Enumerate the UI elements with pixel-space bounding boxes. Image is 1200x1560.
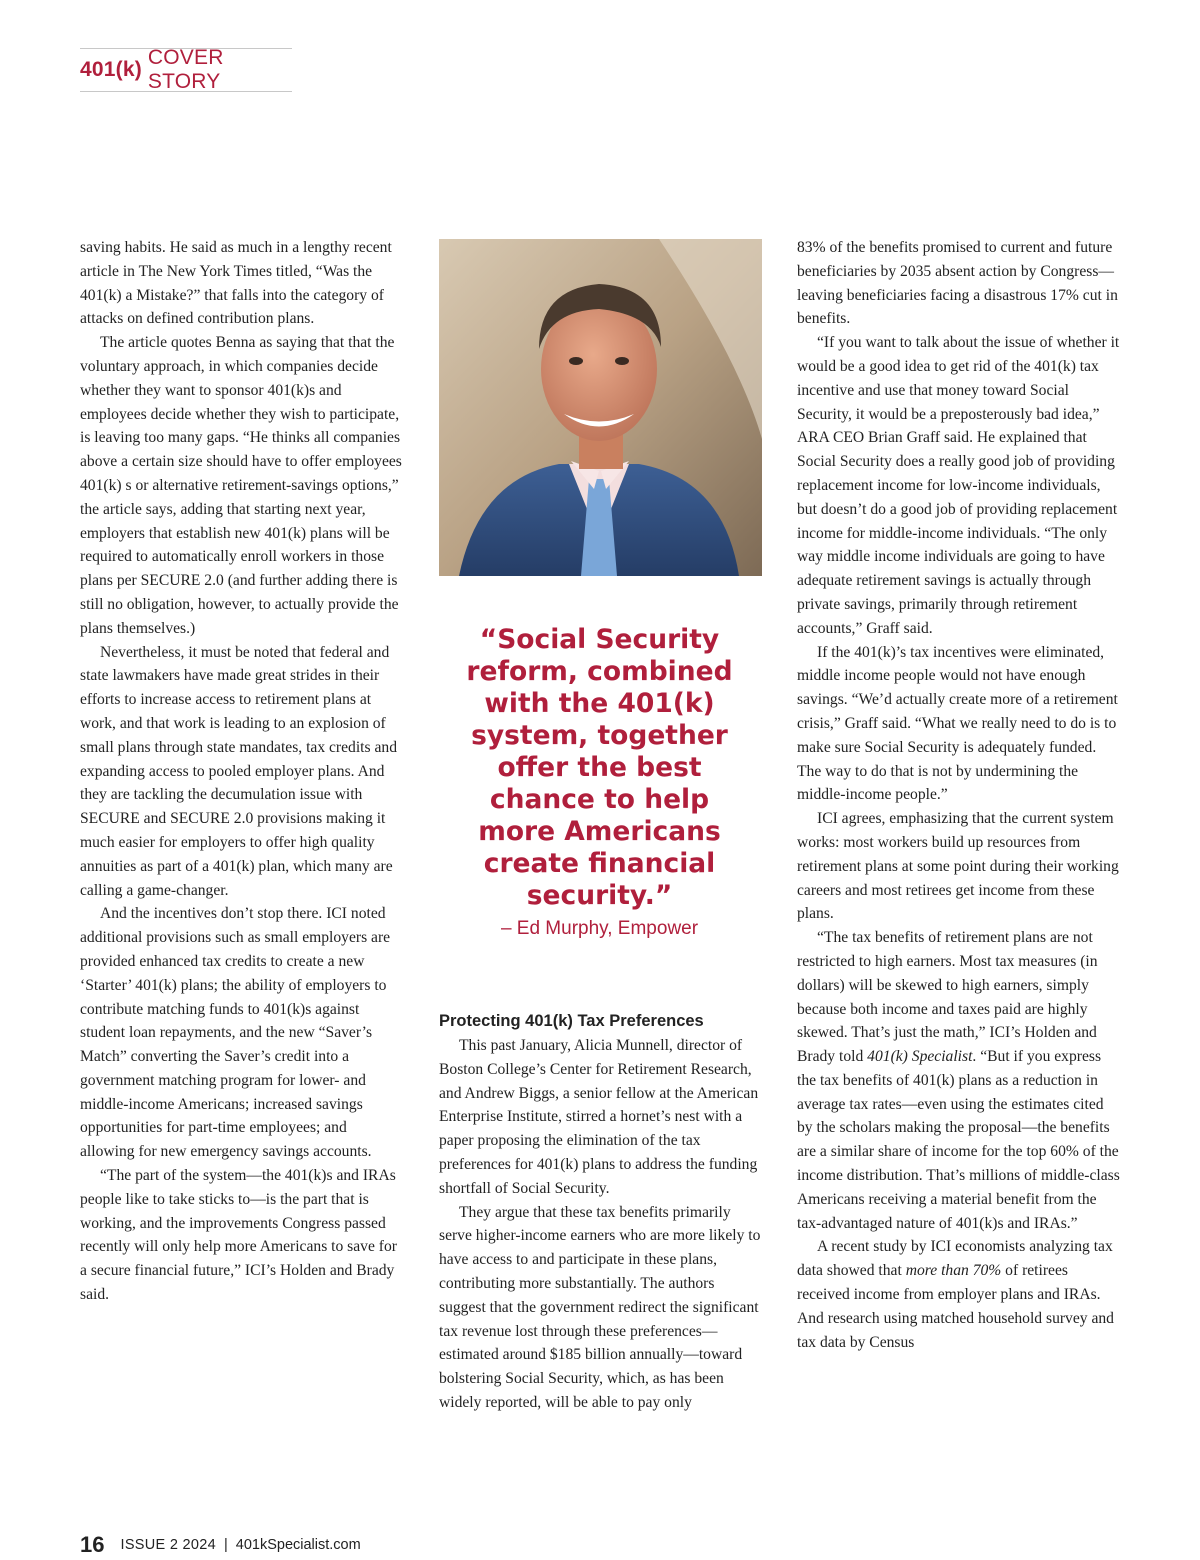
section-header (80, 48, 292, 92)
paragraph: saving habits. He said as much in a lengthy recent article in The New York Times titled, “Was the 401(k) a Mistake?” that falls into the category of attacks on defined contribution plans. (80, 239, 392, 328)
paragraph: If the 401(k)’s tax incentives were eliminated, middle income people would not have enough savings. “We’d actually create more of a retirement crisis,” Graff said. “What we really need to do is to make sure Social Security is adequately funded. The way to do that is not by undermining the middle-income people.” (797, 643, 1118, 804)
article-column-1 (80, 236, 402, 1307)
website-link[interactable]: 401kSpecialist.com (235, 1537, 361, 1553)
footer-separator: | (223, 1537, 228, 1553)
paragraph-text: of retirees received income from employer plans and IRAs. And research using matched household survey and tax data by Census (797, 1262, 1114, 1351)
paragraph (797, 1235, 1121, 1354)
paragraph: And the incentives don’t stop there. ICI noted additional provisions such as small employers are provided enhanced tax credits to create a new ‘Starter’ 401(k) plans; the ability of employers to contribute matching funds to 401(k)s against student loan repayments, and the new “Saver’s Match” converting the Saver’s credit into a government matching program for lower- and middle-income Americans; increased savings opportunities for part-time employees; and allowing for new emergency savings accounts. (80, 905, 391, 1161)
paragraph-text: A recent study by ICI economists analyzing tax data showed that (797, 1238, 1113, 1280)
pull-quote-attribution: – Ed Murphy, Empower (500, 918, 699, 939)
paragraph: 83% of the benefits promised to current and future beneficiaries by 2035 absent action by Congress—leaving beneficiaries facing a disastrous 17% cut in benefits. (797, 239, 1118, 328)
paragraph: Nevertheless, it must be noted that federal and state lawmakers have made great strides in their efforts to increase access to retirement plans at work, and that work is leading to an explosion of small plans through state mandates, tax credits and expanding access to pooled employer plans. And they are tackling the decumulation issue with SECURE and SECURE 2.0 provisions making it much easier for employers to offer high quality annuities as part of a 401(k) plan, which many are calling a game-changer. (80, 643, 397, 899)
article-column-3 (797, 236, 1121, 1354)
article-column-2 (439, 1010, 762, 1415)
paragraph (797, 926, 1121, 1235)
paragraph: “If you want to talk about the issue of whether it would be a good idea to get rid of the 401(k) tax incentive and use that money toward Social Security, it would be a preposterously bad idea,” ARA CEO Brian Graff said. He explained that Social Security does a really good job of providing replacement income for low-income individuals, but doesn’t do a good job of providing replacement income for middle-income individuals. “The only way middle income individuals are going to have adequate retirement savings is actually through private savings, primarily through retirement accounts,” Graff said. (797, 334, 1120, 637)
emphasis-text: more than 70% (905, 1262, 1002, 1280)
section-label-bold: 401(k) (80, 58, 142, 81)
paragraph: This past January, Alicia Munnell, director of Boston College’s Center for Retirement Research, and Andrew Biggs, a senior fellow at the American Enterprise Institute, stirred a hornet’s nest with a paper proposing the elimination of the tax preferences for 401(k) plans to address the funding shortfall of Social Security. (439, 1037, 759, 1197)
section-label: COVER STORY (147, 46, 224, 93)
page-number: 16 (80, 1532, 105, 1557)
paragraph-text: “The tax benefits of retirement plans are not restricted to high earners. Most tax measures (in dollars) will be skewed to high earners, simply because both income and taxes paid are highly skewed. That’s just the math,” ICI’s Holden and Brady told (797, 929, 1098, 1066)
pull-quote: “Social Security reform, combined with the 401(k) system, together offer the best chance to help more Americans create financial security.” (466, 624, 733, 911)
paragraph: The article quotes Benna as saying that that the voluntary approach, in which companies decide whether they want to sponsor 401(k)s and employees decide whether they wish to participate, is leaving too many gaps. “He thinks all companies above a certain size should have to offer employees 401(k) s or alternative retirement-savings options,” the article says, adding that starting next year, employers that establish new 401(k) plans will be required to automatically enroll workers in those plans per SECURE 2.0 (and further adding there is still no obligation, however, to actually provide the plans themselves.) (80, 334, 402, 637)
page-footer (80, 1530, 361, 1560)
paragraph: They argue that these tax benefits primarily serve higher-income earners who are more likely to have access to and participate in these plans, contributing more substantially. The authors suggest that the government redirect the significant tax revenue lost through these preferences—estimated around $185 billion annually—toward bolstering Social Security, which, as has been widely reported, will be able to pay only (439, 1203, 761, 1411)
paragraph: “The part of the system—the 401(k)s and IRAs people like to take sticks to—is the part that is working, and the improvements Congress passed recently will only help more Americans to save for a secure financial future,” ICI’s Holden and Brady said. (80, 1167, 397, 1304)
publication-name: 401(k) Specialist (867, 1048, 973, 1066)
issue-label: ISSUE 2 2024 (120, 1537, 216, 1553)
paragraph: ICI agrees, emphasizing that the current system works: most workers build up resources from retirement plans at some point during their working careers and most retirees get income from these plans. (797, 810, 1119, 923)
portrait-illustration (439, 239, 762, 576)
paragraph-text: . “But if you express the tax benefits of 401(k) plans as a reduction in average tax rates—even using the estimates cited by the scholars making the proposal—the benefits are a similar share of income for the top 60% of the income distribution. That’s millions of middle-class Americans receiving a material benefit from the tax-advantaged nature of 401(k)s and IRAs.” (797, 1048, 1120, 1232)
section-heading: Protecting 401(k) Tax Preferences (439, 1012, 704, 1030)
portrait-photo (439, 239, 762, 576)
